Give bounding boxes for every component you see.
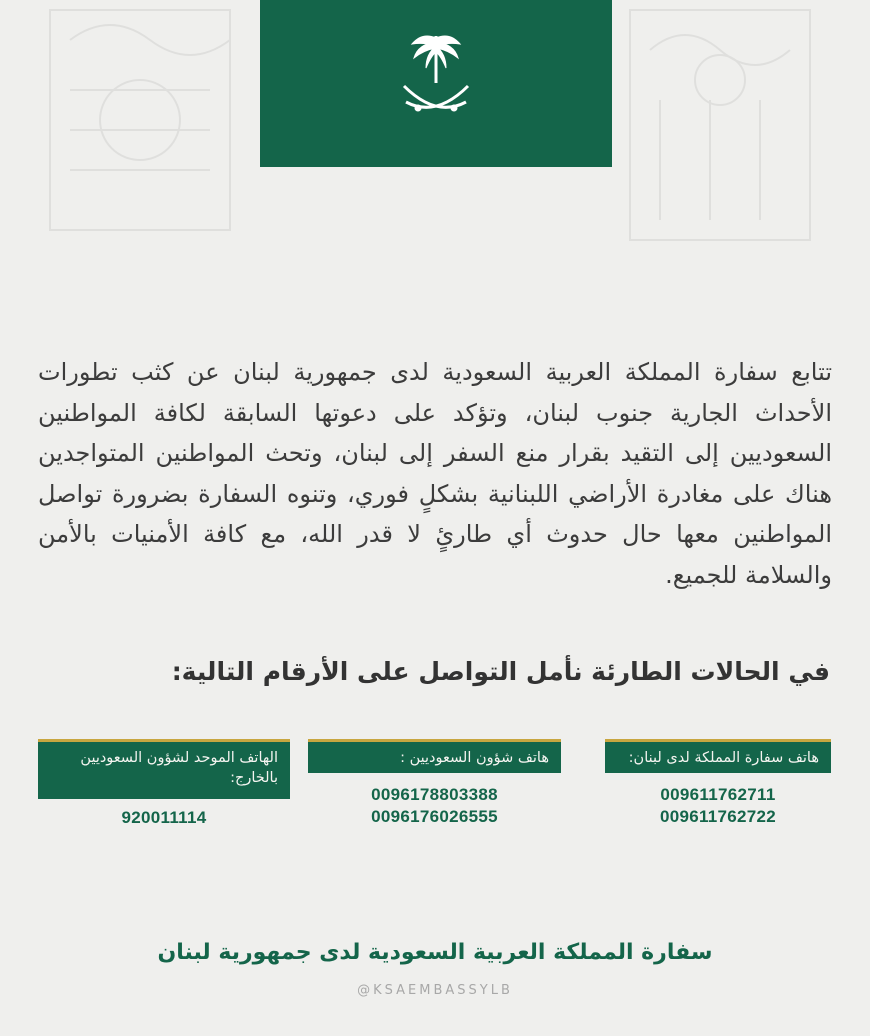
saudi-flag-banner	[260, 0, 612, 167]
phone-number[interactable]: 009611762711	[660, 785, 776, 804]
contact-unified-abroad	[38, 739, 290, 829]
phone-number[interactable]: 0096178803388	[371, 785, 498, 804]
palm-swords-emblem-icon	[396, 28, 476, 128]
background-ornament-left	[30, 0, 260, 260]
contact-saudi-affairs-label: هاتف شؤون السعوديين :	[308, 739, 561, 773]
contact-saudi-affairs-numbers	[308, 784, 561, 828]
phone-number[interactable]: 920011114	[121, 808, 207, 827]
background-ornament-right	[610, 0, 840, 260]
announcement-paragraph: تتابع سفارة المملكة العربية السعودية لدى جمهورية لبنان عن كثب تطورات الأحداث الجارية جنوب لبنان، وتؤكد على دعوتها السابقة لكافة المواطنين السعوديين إلى التقيد بقرار منع السفر إلى لبنان، وتحث المواطنين المتواجدين هناك على مغادرة الأراضي اللبنانية بشكلٍ فوري، وتنوه السفارة بضرورة تواصل المواطنين معها حال حدوث أي طارئٍ لا قدر الله، مع كافة الأمنيات بالأمن والسلامة للجميع.	[38, 358, 832, 589]
contact-embassy	[605, 739, 831, 828]
contact-embassy-label: هاتف سفارة المملكة لدى لبنان:	[605, 739, 831, 773]
contact-saudi-affairs	[308, 739, 561, 828]
footer-organization-name: سفارة المملكة العربية السعودية لدى جمهورية لبنان	[157, 940, 713, 965]
contact-unified-abroad-label: الهاتف الموحد لشؤون السعوديين بالخارج:	[38, 739, 290, 799]
contact-unified-abroad-numbers	[38, 807, 290, 829]
phone-number[interactable]: 009611762722	[659, 807, 777, 826]
phone-number[interactable]: 0096176026555	[371, 807, 498, 826]
social-handle[interactable]: @KSAEMBASSYLB	[357, 983, 513, 998]
emergency-contact-heading: في الحالات الطارئة نأمل التواصل على الأرقام التالية:	[171, 657, 830, 686]
contact-embassy-numbers	[605, 784, 831, 828]
